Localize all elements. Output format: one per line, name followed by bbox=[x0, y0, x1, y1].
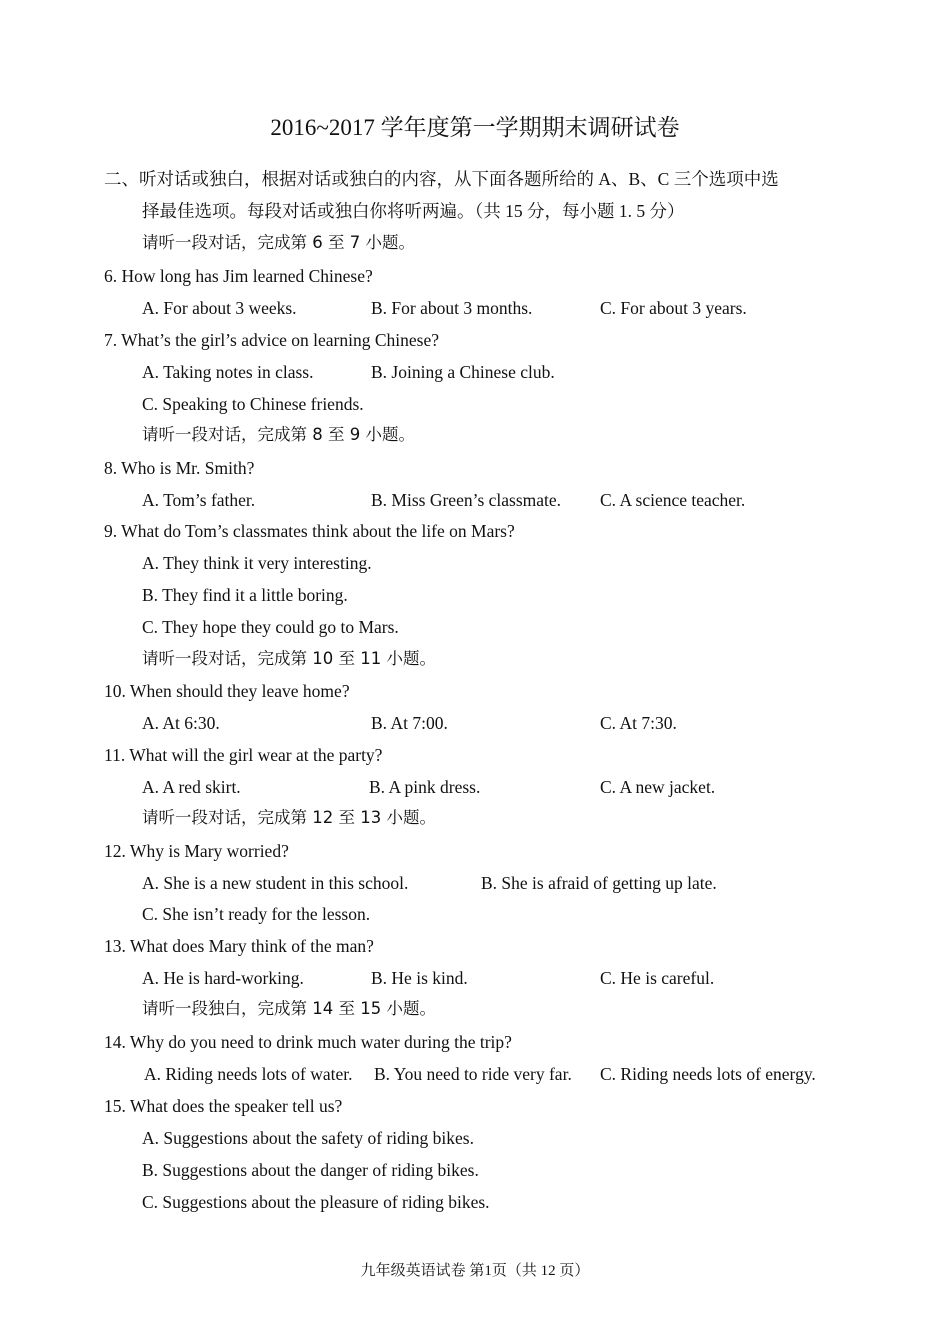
option-c: C. For about 3 years. bbox=[600, 298, 747, 318]
instruction-dialogue-2: 请听一段对话，完成第 8 至 9 小题。 bbox=[142, 425, 415, 444]
question-stem: 9. What do Tom’s classmates think about the life on Mars? bbox=[104, 521, 515, 541]
option-b: B. Miss Green’s classmate. bbox=[371, 490, 562, 510]
option-c: C. Riding needs lots of energy. bbox=[600, 1064, 816, 1084]
option-b: B. She is afraid of getting up late. bbox=[481, 873, 717, 893]
instruction-monologue: 请听一段独白，完成第 14 至 15 小题。 bbox=[142, 999, 436, 1018]
option-b: B. You need to ride very far. bbox=[374, 1064, 572, 1084]
option-a: A. A red skirt. bbox=[142, 777, 241, 797]
option-a: A. Riding needs lots of water. bbox=[144, 1064, 353, 1084]
option-b: B. He is kind. bbox=[371, 968, 468, 988]
option-a: A. She is a new student in this school. bbox=[142, 873, 409, 893]
option-a: A. They think it very interesting. bbox=[142, 553, 372, 573]
option-a: A. Tom’s father. bbox=[142, 490, 256, 510]
option-c: C. Suggestions about the pleasure of riding bikes. bbox=[142, 1192, 490, 1212]
question-stem: 8. Who is Mr. Smith? bbox=[104, 458, 255, 478]
option-b: B. At 7:00. bbox=[371, 713, 448, 733]
option-b: B. For about 3 months. bbox=[371, 298, 533, 318]
question-stem: 13. What does Mary think of the man? bbox=[104, 936, 374, 956]
option-c: C. They hope they could go to Mars. bbox=[142, 617, 399, 637]
option-c: C. A new jacket. bbox=[600, 777, 716, 797]
option-a: A. Taking notes in class. bbox=[142, 362, 314, 382]
option-a: A. He is hard-working. bbox=[142, 968, 304, 988]
section-heading-line2: 择最佳选项。每段对话或独白你将听两遍。（共 15 分，每小题 1. 5 分） bbox=[142, 201, 685, 221]
question-stem: 6. How long has Jim learned Chinese? bbox=[104, 266, 373, 286]
option-c: C. He is careful. bbox=[600, 968, 715, 988]
instruction-dialogue-4: 请听一段对话，完成第 12 至 13 小题。 bbox=[142, 808, 436, 827]
question-stem: 10. When should they leave home? bbox=[104, 681, 350, 701]
question-stem: 11. What will the girl wear at the party? bbox=[104, 745, 383, 765]
question-stem: 14. Why do you need to drink much water during the trip? bbox=[104, 1032, 512, 1052]
question-stem: 15. What does the speaker tell us? bbox=[104, 1096, 343, 1116]
option-b: B. A pink dress. bbox=[369, 777, 481, 797]
option-b: B. Suggestions about the danger of riding bikes. bbox=[142, 1160, 479, 1180]
option-b: B. Joining a Chinese club. bbox=[371, 362, 555, 382]
option-b: B. They find it a little boring. bbox=[142, 585, 348, 605]
page-title: 2016~2017 学年度第一学期期末调研试卷 bbox=[270, 115, 680, 140]
option-c: C. Speaking to Chinese friends. bbox=[142, 394, 364, 414]
section-heading-line1: 二、听对话或独白，根据对话或独白的内容，从下面各题所给的 A、B、C 三个选项中选 bbox=[104, 169, 779, 189]
option-c: C. At 7:30. bbox=[600, 713, 677, 733]
option-a: A. For about 3 weeks. bbox=[142, 298, 297, 318]
option-c: C. A science teacher. bbox=[600, 490, 746, 510]
option-a: A. At 6:30. bbox=[142, 713, 220, 733]
page-footer: 九年级英语试卷 第1页（共 12 页） bbox=[360, 1263, 590, 1279]
option-c: C. She isn’t ready for the lesson. bbox=[142, 904, 371, 924]
question-stem: 12. Why is Mary worried? bbox=[104, 841, 289, 861]
instruction-dialogue-3: 请听一段对话，完成第 10 至 11 小题。 bbox=[142, 649, 436, 668]
option-a: A. Suggestions about the safety of riding bikes. bbox=[142, 1128, 474, 1148]
question-stem: 7. What’s the girl’s advice on learning Chinese? bbox=[104, 330, 440, 350]
instruction-dialogue-1: 请听一段对话，完成第 6 至 7 小题。 bbox=[142, 233, 415, 252]
